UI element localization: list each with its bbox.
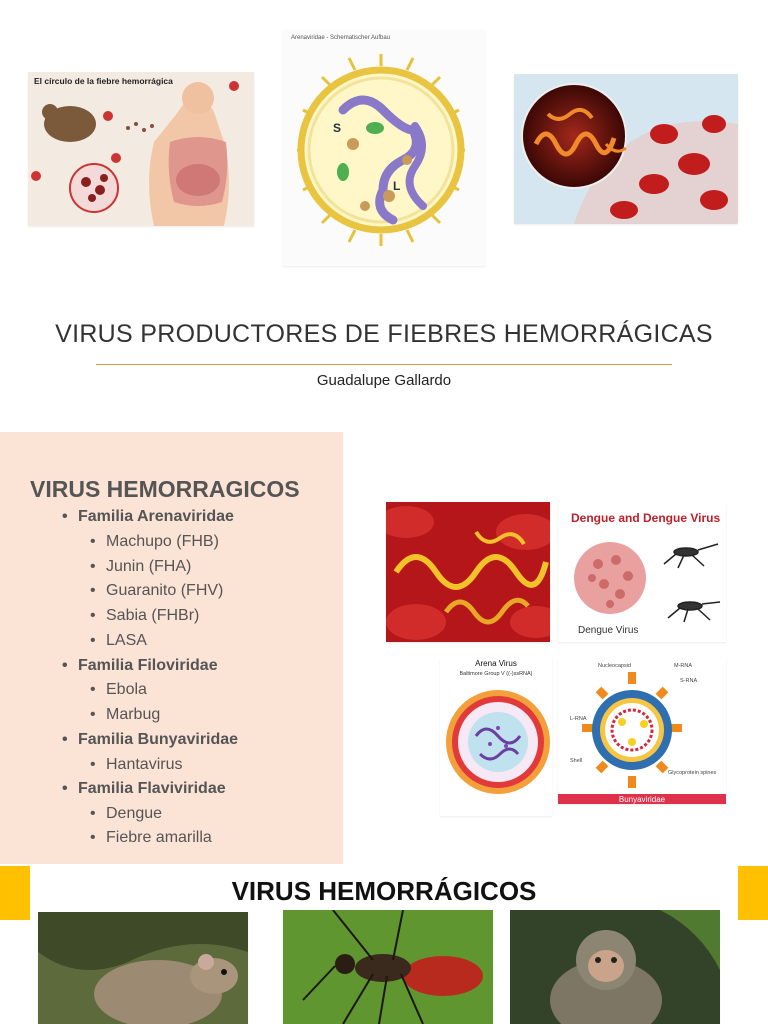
virus-item [90, 681, 147, 699]
virus-item [90, 582, 223, 600]
virus-name: Ebola [106, 681, 147, 698]
virus-item [90, 805, 162, 823]
m-rna-label: M-RNA [674, 663, 693, 669]
virus-item [90, 706, 160, 724]
slide-heading: VIRUS HEMORRÁGICOS [231, 876, 537, 906]
family-item [62, 508, 234, 526]
bullet-icon: • [90, 829, 96, 846]
bullet-icon: • [90, 582, 96, 599]
virus-name: Machupo (FHB) [106, 533, 219, 550]
animals-slide [0, 866, 768, 1024]
arena-image-subtitle: Baltimore Group V ((-)ssRNA) [459, 671, 533, 677]
virus-item [90, 533, 219, 551]
blood-cells-virus-image [514, 74, 738, 224]
bullet-icon: • [90, 632, 96, 649]
arena-diagram-heading: Arenaviridae - Schematischer Aufbau [291, 35, 391, 41]
dengue-image-title: Dengue and Dengue Virus [571, 511, 721, 525]
bullet-icon: • [90, 706, 96, 723]
family-list-panel [0, 432, 343, 864]
arenavirus-structure-diagram [283, 30, 485, 266]
arena-virus-diagram [440, 658, 552, 816]
rodent-photo [38, 912, 248, 1024]
bullet-icon: • [90, 681, 96, 698]
arena-image-title: Arena Virus [475, 659, 517, 668]
title-slide [0, 0, 768, 430]
bullet-icon: • [90, 756, 96, 773]
virus-name: Fiebre amarilla [106, 829, 212, 846]
virus-name: LASA [106, 632, 147, 649]
virus-name: Junin (FHA) [106, 558, 192, 575]
family-name: Familia Flaviviridae [78, 780, 226, 797]
virus-name: Hantavirus [106, 756, 183, 773]
ebola-virus-image [386, 502, 550, 642]
virus-name: Guaranito (FHV) [106, 582, 224, 599]
virus-name: Marbug [106, 706, 161, 723]
dengue-image-caption: Dengue Virus [578, 625, 639, 636]
l-rna-label: L-RNA [570, 716, 587, 722]
virus-item [90, 632, 147, 650]
family-name: Familia Bunyaviridae [78, 731, 239, 748]
bullet-icon: • [90, 558, 96, 575]
dengue-virus-image [558, 502, 726, 642]
title-divider [96, 364, 672, 365]
virus-name: Dengue [106, 805, 163, 822]
family-name: Familia Arenaviridae [78, 508, 234, 525]
bullet-icon: • [62, 508, 68, 525]
spines-label: Glycoprotein spines [668, 770, 717, 776]
family-item [62, 731, 238, 749]
presentation-title: VIRUS PRODUCTORES DE FIEBRES HEMORRÁGICAS [55, 320, 713, 348]
mosquito-photo [283, 910, 493, 1024]
virus-name: Sabia (FHBr) [106, 607, 200, 624]
virus-item [90, 829, 212, 847]
author-name: Guadalupe Gallardo [316, 372, 452, 389]
families-slide [0, 432, 768, 864]
virus-item [90, 607, 199, 625]
hemorrhagic-fever-cycle-image [28, 72, 254, 226]
segment-l-label: L [393, 179, 401, 193]
family-item [62, 780, 226, 798]
bullet-icon: • [62, 731, 68, 748]
virus-item [90, 558, 191, 576]
fever-diagram-heading: El círculo de la fiebre hemorrágica [34, 76, 173, 86]
s-rna-label: S-RNA [680, 678, 698, 684]
bullet-icon: • [90, 805, 96, 822]
nucleocapsid-label: Nucleocapsid [598, 663, 632, 669]
bullet-icon: • [62, 657, 68, 674]
shell-label: Shell [570, 758, 583, 764]
bullet-icon: • [62, 780, 68, 797]
virus-item [90, 756, 182, 774]
family-item [62, 657, 218, 675]
bunyavirus-diagram [558, 658, 726, 804]
family-name: Familia Filoviridae [78, 657, 218, 674]
bullet-icon: • [90, 607, 96, 624]
segment-s-label: S [333, 121, 342, 135]
bullet-icon: • [90, 533, 96, 550]
monkey-photo [510, 910, 720, 1024]
bunya-footer-label: Bunyaviridae [618, 795, 666, 804]
slide-heading: VIRUS HEMORRAGICOS [30, 476, 300, 502]
